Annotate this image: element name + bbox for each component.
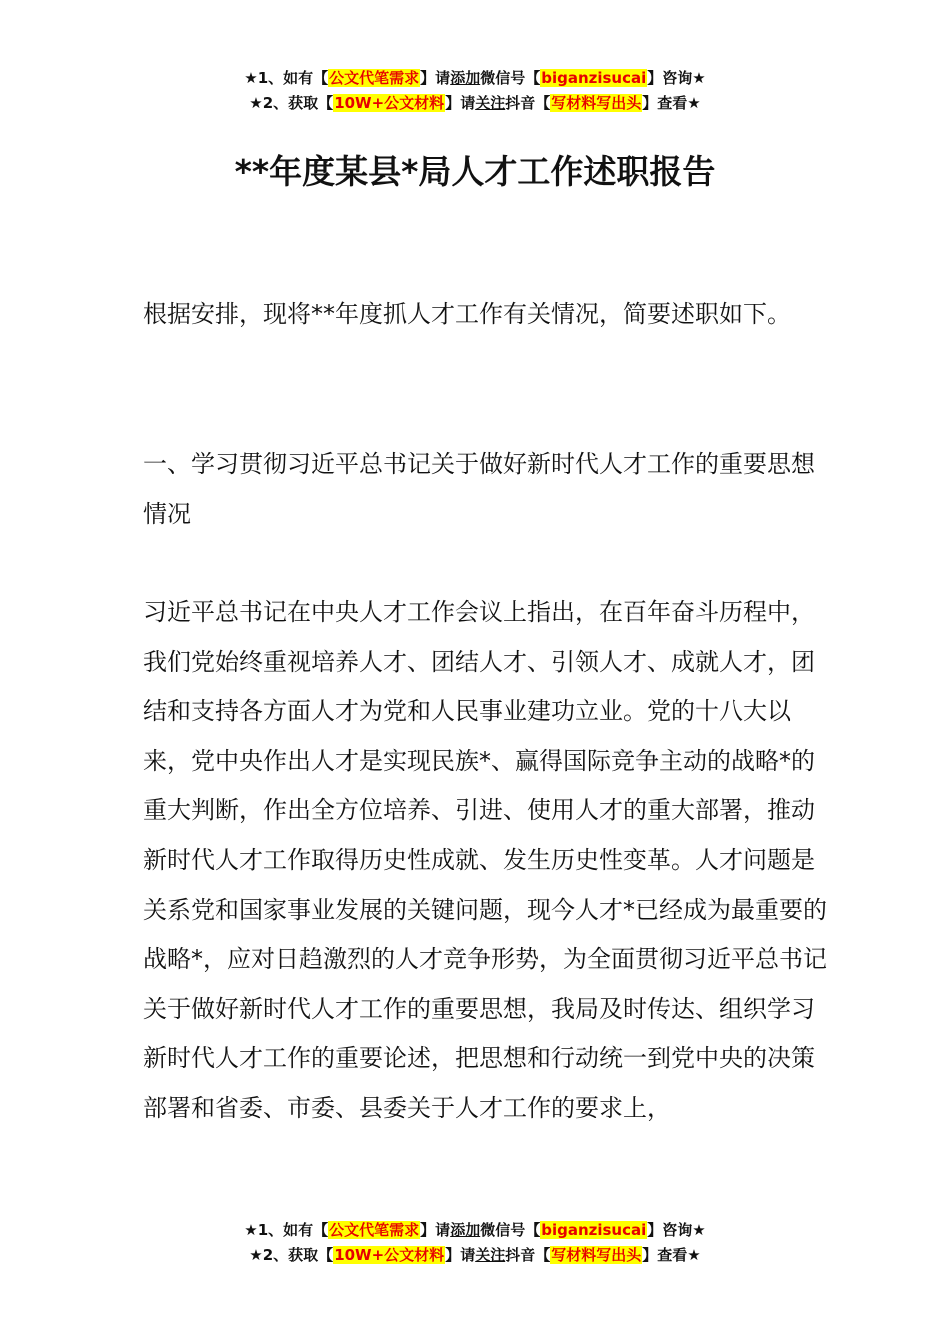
banner-text: 】咨询★ xyxy=(647,69,706,87)
banner-text: ★1、如有【 xyxy=(244,1221,329,1239)
banner-douyin-id: 写材料写出头 xyxy=(551,1246,642,1264)
intro-paragraph: 根据安排，现将**年度抓人才工作有关情况，简要述职如下。 xyxy=(143,300,791,328)
banner-text: ★1、如有【 xyxy=(244,69,329,87)
banner-text: ★2、获取【 xyxy=(249,1246,334,1264)
banner-underlined-text: 添加 xyxy=(450,1221,481,1239)
banner-text: 】请 xyxy=(445,94,476,112)
banner-text: 】请 xyxy=(445,1246,476,1264)
section-heading: 一、学习贯彻习近平总书记关于做好新时代人才工作的重要思想情况 xyxy=(143,450,815,528)
banner-text: 微信号【 xyxy=(480,1221,541,1239)
banner-highlight: 10W+公文材料 xyxy=(334,1246,445,1264)
banner-text: 】查看★ xyxy=(642,94,701,112)
footer-banner xyxy=(0,1218,950,1268)
banner-highlight: 10W+公文材料 xyxy=(334,94,445,112)
banner-underlined-text: 关注 xyxy=(475,1246,506,1264)
banner-wechat-id: biganzisucai xyxy=(541,69,647,87)
banner-douyin-id: 写材料写出头 xyxy=(551,94,642,112)
header-banner xyxy=(0,66,950,116)
banner-line-2 xyxy=(0,91,950,116)
banner-text: 】请 xyxy=(420,1221,451,1239)
banner-text: 微信号【 xyxy=(480,69,541,87)
banner-text: 抖音【 xyxy=(505,94,551,112)
banner-line-2 xyxy=(0,1243,950,1268)
document-title: **年度某县*局人才工作述职报告 xyxy=(234,152,716,191)
banner-text: ★2、获取【 xyxy=(249,94,334,112)
banner-underlined-text: 关注 xyxy=(475,94,506,112)
banner-wechat-id: biganzisucai xyxy=(541,1221,647,1239)
banner-highlight: 公文代笔需求 xyxy=(329,69,420,87)
banner-underlined-text: 添加 xyxy=(450,69,481,87)
banner-line-1 xyxy=(0,66,950,91)
banner-text: 抖音【 xyxy=(505,1246,551,1264)
banner-text: 】查看★ xyxy=(642,1246,701,1264)
banner-text: 】咨询★ xyxy=(647,1221,706,1239)
body-paragraph: 习近平总书记在中央人才工作会议上指出，在百年奋斗历程中，我们党始终重视培养人才、团结人才、引领人才、成就人才，团结和支持各方面人才为党和人民事业建功立业。党的十八大以来，党中央作出人才是实现民族*、赢得国际竞争主动的战略*的重大判断，作出全方位培养、引进、使用人才的重大部署，推动新时代人才工作取得历史性成就、发生历史性变革。人才问题是关系党和国家事业发展的关键问题，现今人才*已经成为最重要的战略*，应对日趋激烈的人才竞争形势，为全面贯彻习近平总书记关于做好新时代人才工作的重要思想，我局及时传达、组织学习新时代人才工作的重要论述，把思想和行动统一到党中央的决策部署和省委、市委、县委关于人才工作的要求上， xyxy=(143,598,827,1122)
banner-line-1 xyxy=(0,1218,950,1243)
banner-text: 】请 xyxy=(420,69,451,87)
banner-highlight: 公文代笔需求 xyxy=(329,1221,420,1239)
